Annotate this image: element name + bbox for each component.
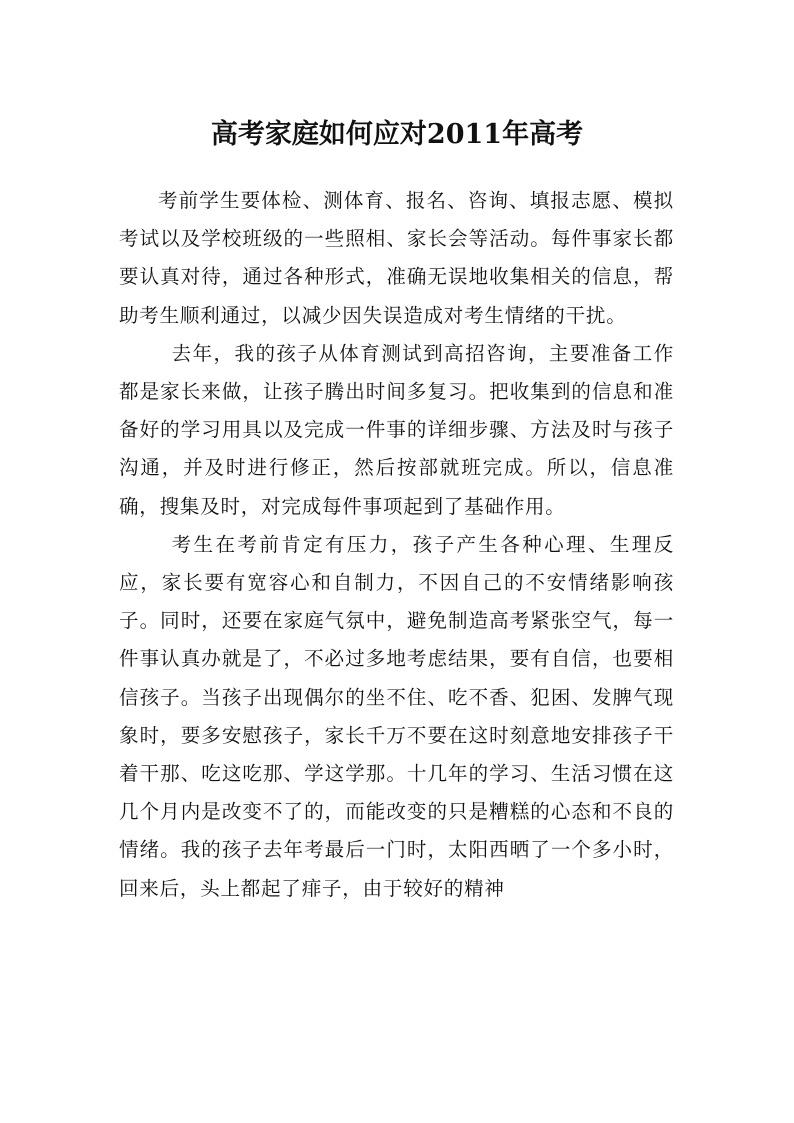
- document-body: [119, 182, 674, 908]
- paragraph-1: 考前学生要体检、测体育、报名、咨询、填报志愿、模拟考试以及学校班级的一些照相、家长会等活动。每件事家长都要认真对待，通过各种形式，准确无误地收集相关的信息，帮助考生顺利通过，以减少因失误造成对考生情绪的干扰。: [119, 189, 674, 327]
- paragraph-3: 考生在考前肯定有压力，孩子产生各种心理、生理反应，家长要有宽容心和自制力，不因自己的不安情绪影响孩子。同时，还要在家庭气氛中，避免制造高考紧张空气，每一件事认真办就是了，不必过多地考虑结果，要有自信，也要相信孩子。当孩子出现偶尔的坐不住、吃不香、犯困、发脾气现象时，要多安慰孩子，家长千万不要在这时刻意地安排孩子干着干那、吃这吃那、学这学那。十几年的学习、生活习惯在这几个月内是改变不了的，而能改变的只是糟糕的心态和不良的情绪。我的孩子去年考最后一门时，太阳西晒了一个多小时，回来后，头上都起了痱子，由于较好的精神: [119, 532, 674, 900]
- paragraph-2: 去年，我的孩子从体育测试到高招咨询，主要准备工作都是家长来做，让孩子腾出时间多复习。把收集到的信息和准备好的学习用具以及完成一件事的详细步骤、方法及时与孩子沟通，并及时进行修正，然后按部就班完成。所以，信息准确，搜集及时，对完成每件事项起到了基础作用。: [119, 341, 674, 518]
- document-title: 高考家庭如何应对2011年高考: [210, 119, 584, 151]
